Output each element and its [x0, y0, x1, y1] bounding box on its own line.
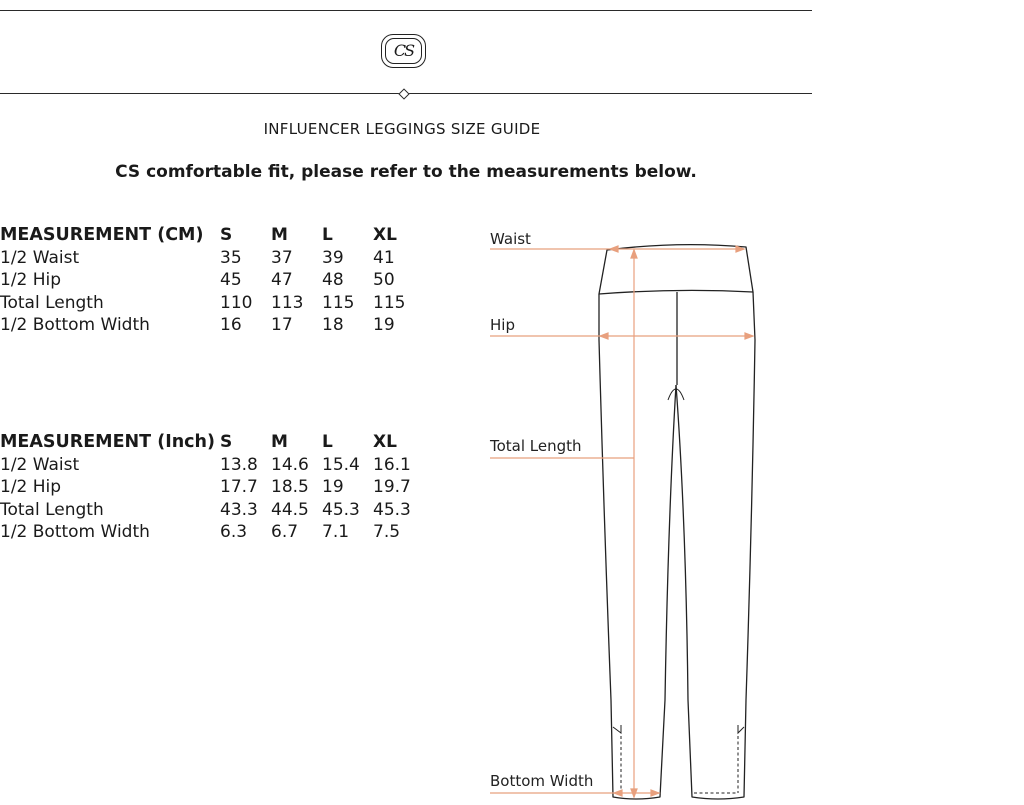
table-cell: 15.4 [322, 454, 360, 475]
column-header-measurement: MEASUREMENT (CM) [0, 225, 204, 246]
table-cell: 35 [220, 247, 242, 268]
row-label: 1/2 Hip [0, 270, 62, 291]
column-header-measurement: MEASUREMENT (Inch) [0, 432, 215, 453]
table-cell: 19 [373, 315, 395, 336]
table-header-row [0, 224, 418, 247]
column-header-size: L [322, 225, 333, 246]
waistband-outline [599, 245, 753, 294]
table-row [0, 247, 418, 270]
table-cell: 17 [271, 315, 293, 336]
divider-diamond-ornament [398, 88, 409, 99]
table-row [0, 314, 418, 337]
table-cell: 16.1 [373, 454, 411, 475]
column-header-size: XL [373, 225, 397, 246]
row-label: 1/2 Waist [0, 247, 80, 268]
table-row [0, 476, 418, 499]
table-cell: 45.3 [322, 499, 360, 520]
leggings-diagram [485, 225, 775, 805]
left-leg-outline [599, 294, 676, 799]
left-hem-notch [613, 725, 621, 733]
waist-arrow-left [610, 246, 618, 252]
table-cell: 13.8 [220, 454, 258, 475]
size-table-inch [0, 431, 418, 544]
table-cell: 50 [373, 270, 395, 291]
table-row [0, 292, 418, 315]
size-table-cm [0, 224, 418, 337]
table-cell: 44.5 [271, 499, 309, 520]
table-cell: 18 [322, 315, 344, 336]
diagram-label-waist: Waist [490, 230, 531, 248]
table-cell: 19 [322, 477, 344, 498]
table-cell: 6.7 [271, 522, 299, 543]
table-row [0, 499, 418, 522]
row-label: 1/2 Waist [0, 454, 80, 475]
table-cell: 41 [373, 247, 395, 268]
table-row [0, 521, 418, 544]
column-header-size: L [322, 432, 333, 453]
table-cell: 37 [271, 247, 293, 268]
hip-arrow-right [745, 333, 753, 339]
table-row [0, 269, 418, 292]
table-row [0, 454, 418, 477]
table-cell: 16 [220, 315, 242, 336]
bottom-width-arrow-right [651, 790, 659, 796]
right-hem-notch [738, 725, 744, 733]
table-header-row [0, 431, 418, 454]
table-cell: 48 [322, 270, 344, 291]
table-cell: 39 [322, 247, 344, 268]
table-cell: 110 [220, 292, 253, 313]
diagram-label-bottom-width: Bottom Width [490, 772, 594, 790]
row-label: 1/2 Bottom Width [0, 522, 150, 543]
table-cell: 115 [373, 292, 406, 313]
table-cell: 47 [271, 270, 293, 291]
top-divider [0, 10, 812, 11]
table-cell: 17.7 [220, 477, 258, 498]
page-title: INFLUENCER LEGGINGS SIZE GUIDE [263, 120, 541, 138]
table-cell: 45.3 [373, 499, 411, 520]
column-header-size: S [220, 225, 233, 246]
table-cell: 7.1 [322, 522, 350, 543]
table-cell: 6.3 [220, 522, 248, 543]
table-cell: 7.5 [373, 522, 401, 543]
table-cell: 113 [271, 292, 304, 313]
column-header-size: M [271, 225, 288, 246]
brand-logo [381, 34, 426, 68]
column-header-size: S [220, 432, 233, 453]
diagram-label-hip: Hip [490, 316, 515, 334]
column-header-size: M [271, 432, 288, 453]
row-label: Total Length [0, 499, 104, 520]
logo-monogram: CS [385, 38, 422, 64]
hip-arrow-left [600, 333, 608, 339]
table-cell: 43.3 [220, 499, 258, 520]
diagram-label-total-length: Total Length [490, 437, 582, 455]
table-cell: 115 [322, 292, 355, 313]
page-subtitle: CS comfortable fit, please refer to the measurements below. [115, 162, 697, 182]
right-leg-outline [676, 292, 755, 799]
row-label: Total Length [0, 292, 104, 313]
row-label: 1/2 Hip [0, 477, 62, 498]
total-length-arrow-top [631, 250, 637, 258]
row-label: 1/2 Bottom Width [0, 315, 150, 336]
table-cell: 19.7 [373, 477, 411, 498]
table-cell: 14.6 [271, 454, 309, 475]
table-cell: 18.5 [271, 477, 309, 498]
table-cell: 45 [220, 270, 242, 291]
column-header-size: XL [373, 432, 397, 453]
bottom-width-arrow-left [614, 790, 622, 796]
